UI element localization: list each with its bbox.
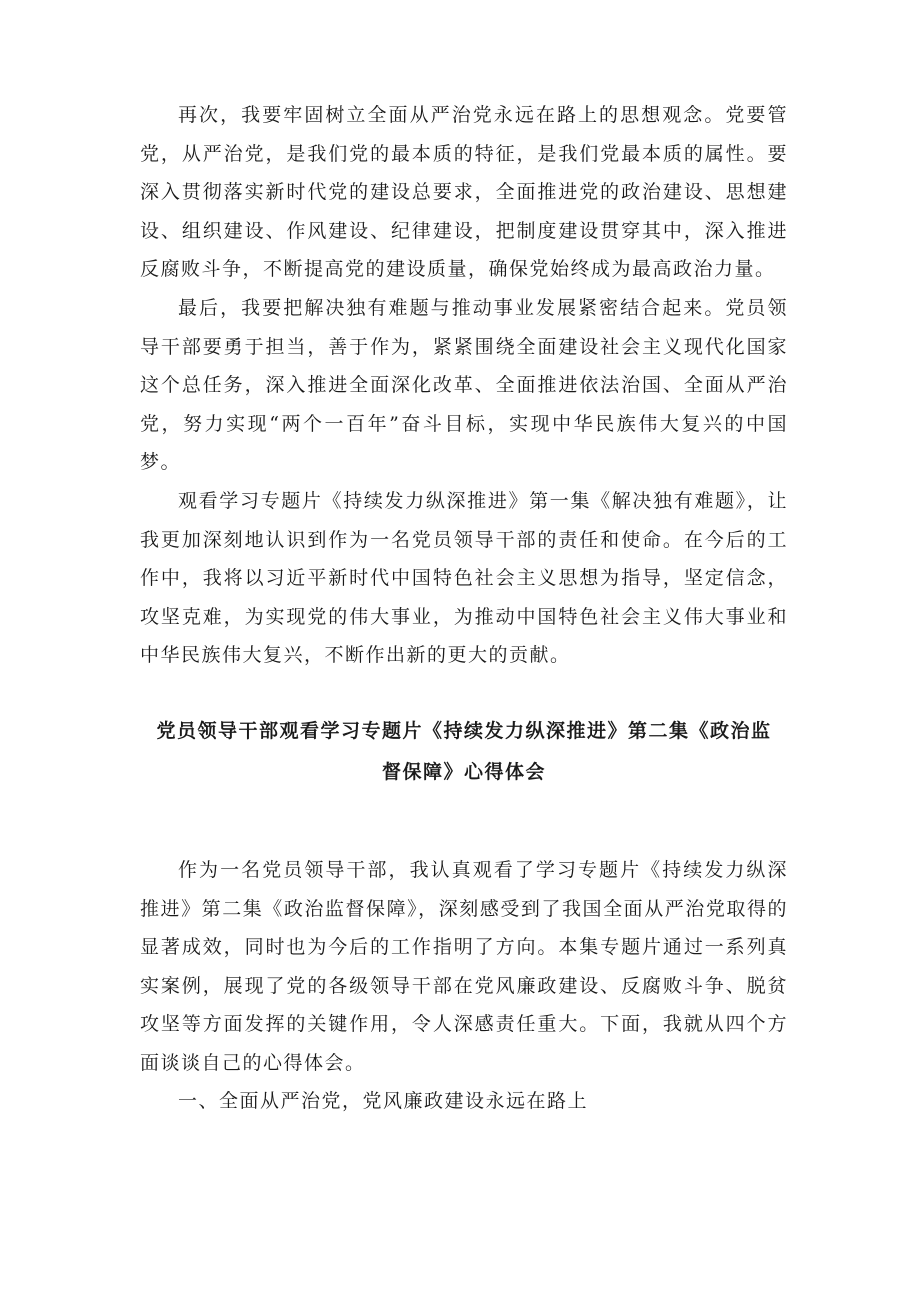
article-title <box>140 675 788 851</box>
section-heading-one: 一、全面从严治党，党风廉政建设永远在路上 <box>178 1090 589 1113</box>
document-body <box>140 96 788 1121</box>
paragraph-solving-problems: 最后，我要把解决独有难题与推动事业发展紧密结合起来。党员领导干部要勇于担当，善于作为，紧紧围绕全面建设社会主义现代化国家这个总任务，深入推进全面深化改革、全面推进依法治国、全面从严治党，努力实现“两个一百年”奋斗目标，实现中华民族伟大复兴的中国梦。 <box>140 296 788 474</box>
paragraph-strict-governance: 再次，我要牢固树立全面从严治党永远在路上的思想观念。党要管党，从严治党，是我们党的最本质的特征，是我们党最本质的属性。要深入贯彻落实新时代党的建设总要求，全面推进党的政治建设、思想建设、组织建设、作风建设、纪律建设，把制度建设贯穿其中，深入推进反腐败斗争，不断提高党的建设质量，确保党始终成为最高政治力量。 <box>140 104 788 281</box>
paragraph-intro: 作为一名党员领导干部，我认真观看了学习专题片《持续发力纵深推进》第二集《政治监督保障》，深刻感受到了我国全面从严治党取得的显著成效，同时也为今后的工作指明了方向。本集专题片通过一系列真实案例，展现了党的各级领导干部在党风廉政建设、反腐败斗争、脱贫攻坚等方面发挥的关键作用，令人深感责任重大。下面，我就从四个方面谈谈自己的心得体会。 <box>140 858 788 1074</box>
paragraph-episode-one-summary: 观看学习专题片《持续发力纵深推进》第一集《解决独有难题》，让我更加深刻地认识到作为一名党员领导干部的责任和使命。在今后的工作中，我将以习近平新时代中国特色社会主义思想为指导，坚定信念，攻坚克难，为实现党的伟大事业，为推动中国特色社会主义伟大事业和中华民族伟大复兴，不断作出新的更大的贡献。 <box>140 489 788 667</box>
article-title-line-1: 党员领导干部观看学习专题片《持续发力纵深推进》第二集《政治监 <box>156 719 772 742</box>
article-title-line-2: 督保障》心得体会 <box>381 760 546 783</box>
